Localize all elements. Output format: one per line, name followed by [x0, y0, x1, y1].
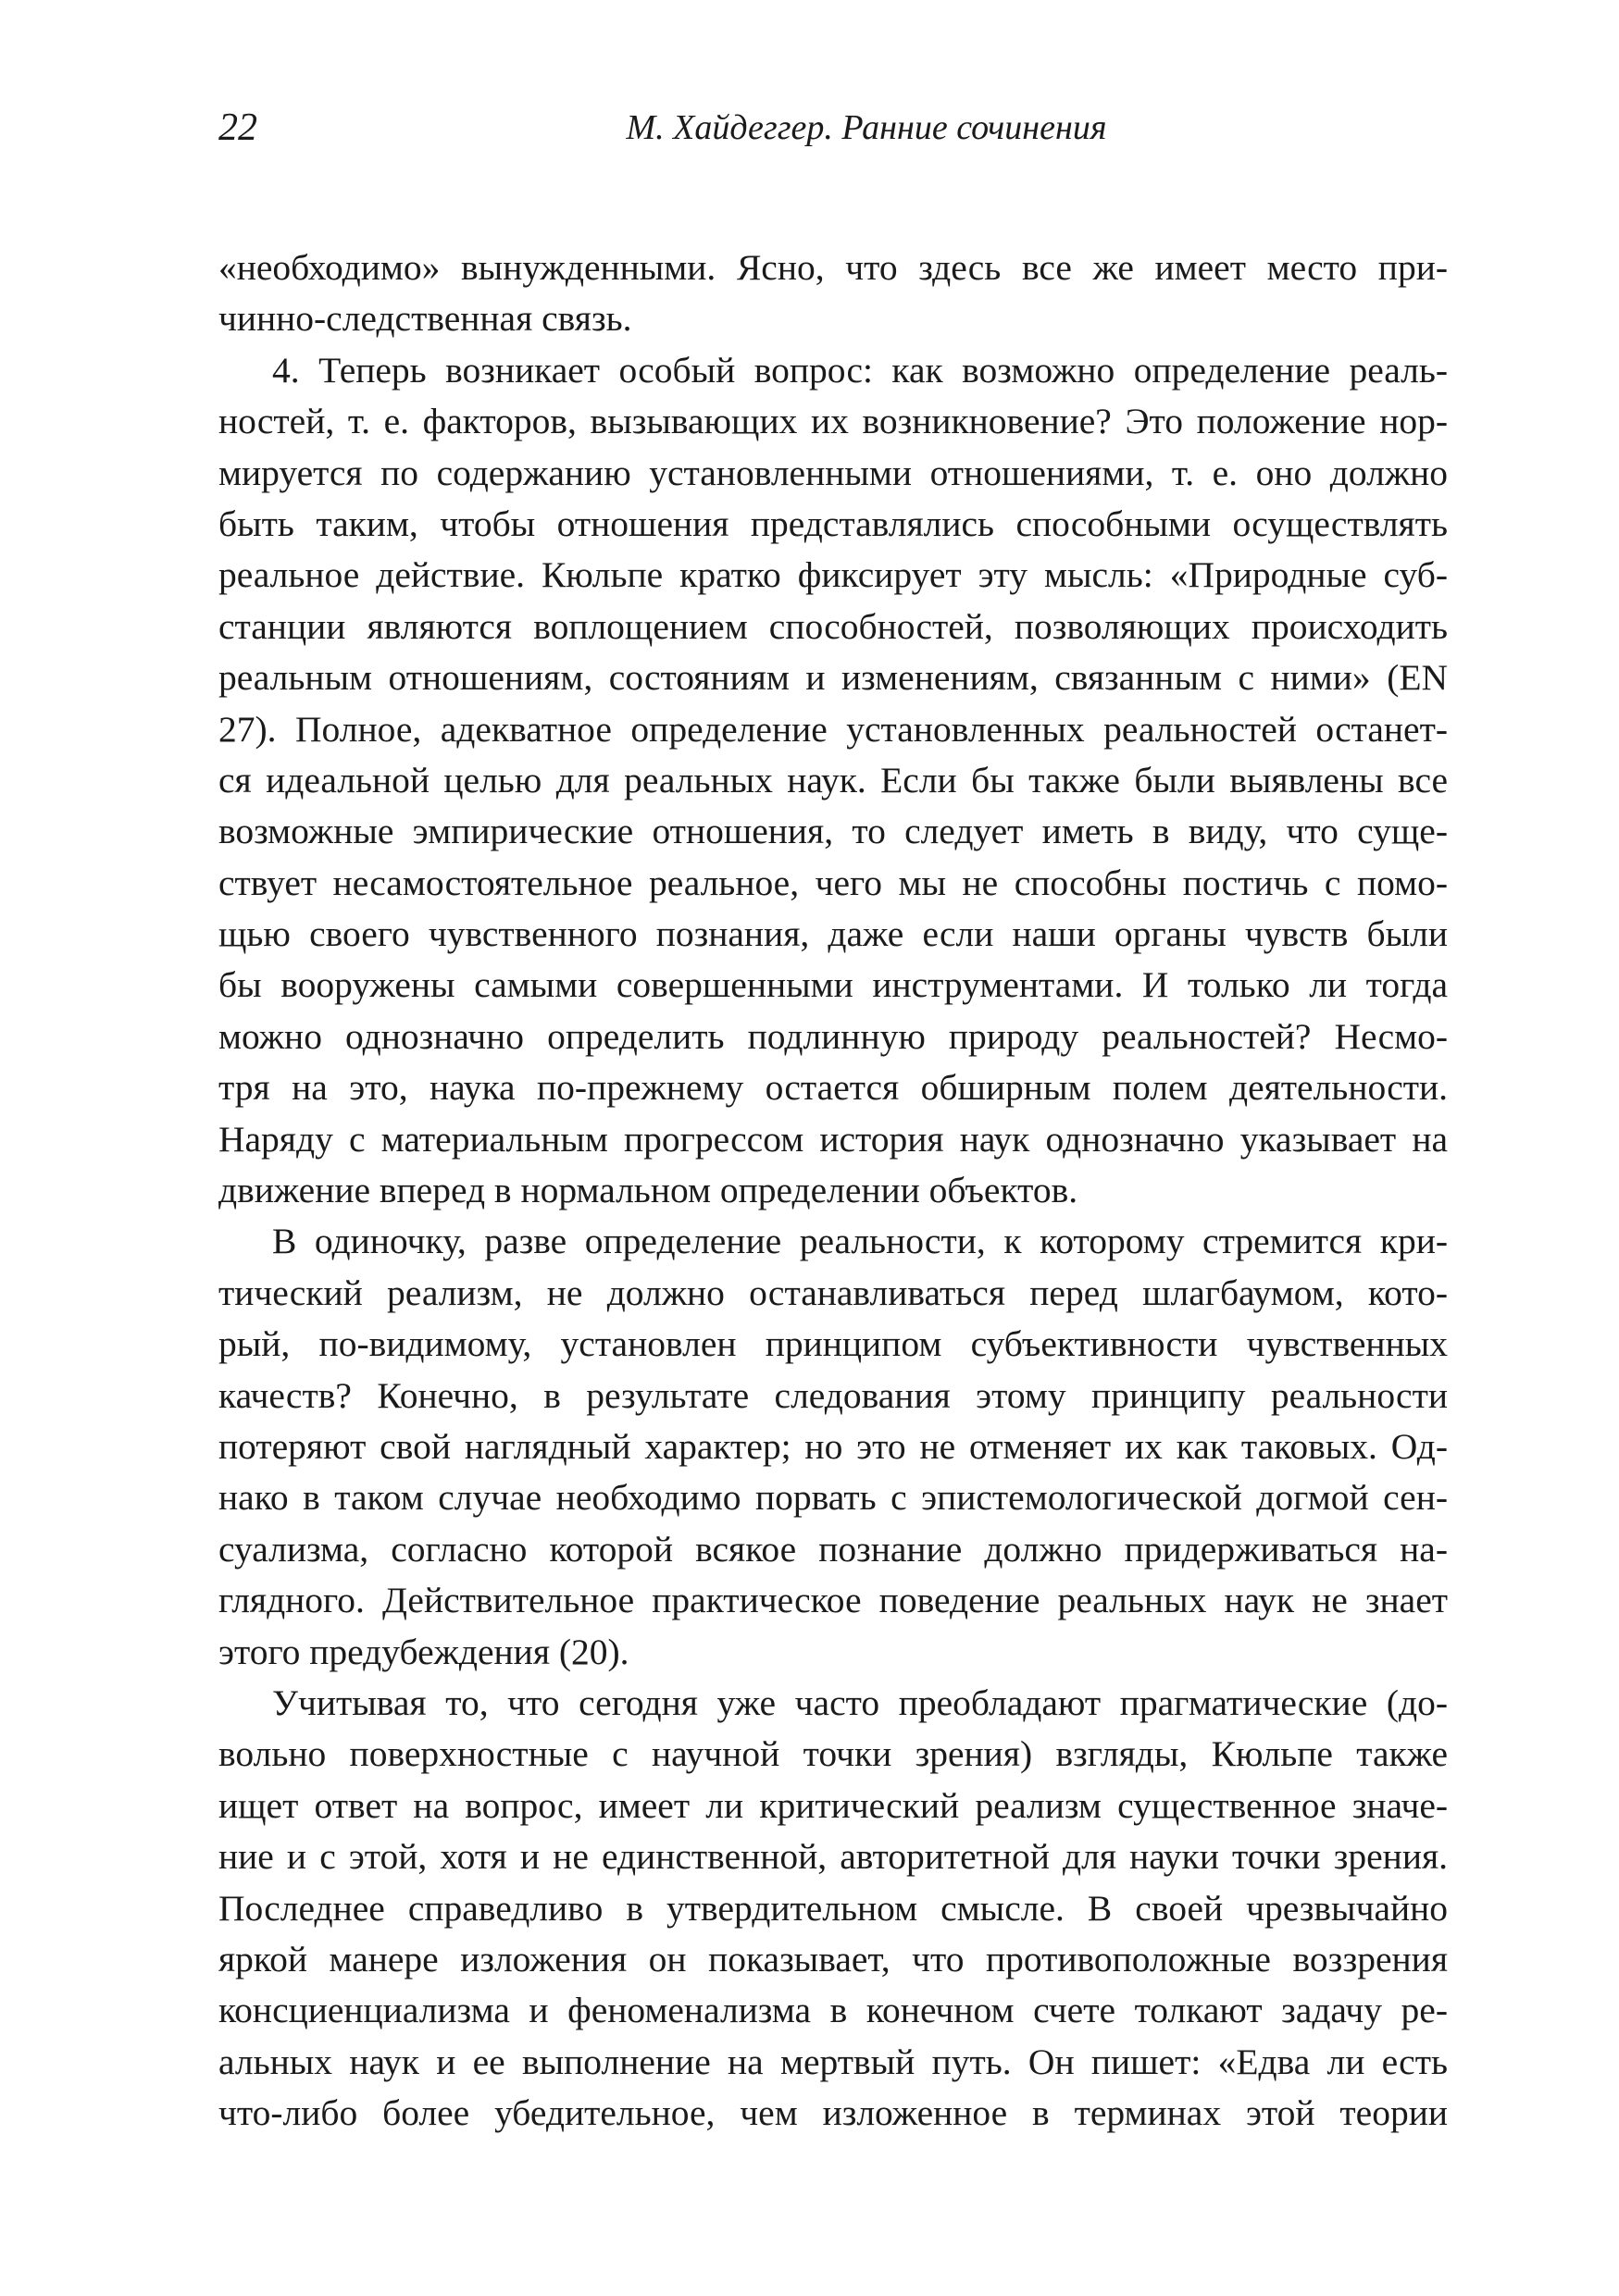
- text-line: яркой манере изложения он показывает, что противоположные воззрения: [218, 1938, 1448, 1980]
- paragraph: [218, 345, 1448, 1217]
- text-line: ние и с этой, хотя и не единственной, авторитетной для науки точки зрения.: [218, 1836, 1448, 1878]
- paragraph: [218, 1216, 1448, 1678]
- text-line: мируется по содержанию установленными отношениями, т. е. оно должно: [218, 452, 1448, 493]
- text-line: альных наук и ее выполнение на мертвый путь. Он пишет: «Едва ли есть: [218, 2041, 1448, 2082]
- paragraph: [218, 1678, 1448, 2140]
- text-line: нако в таком случае необходимо порвать с эпистемологической догмой сен-: [218, 1477, 1448, 1519]
- text-line: качеств? Конечно, в результате следования этому принципу реальности: [218, 1374, 1448, 1416]
- text-line: можно однозначно определить подлинную природу реальностей? Несмо-: [218, 1015, 1448, 1057]
- text-line: бы вооружены самыми совершенными инструментами. И только ли тогда: [218, 964, 1448, 1006]
- text-line: «необходимо» вынужденными. Ясно, что здесь все же имеет место при-: [218, 247, 1448, 288]
- text-line: вольно поверхностные с научной точки зрения) взгляды, Кюльпе также: [218, 1733, 1448, 1775]
- text-line: потеряют свой наглядный характер; но это не отменяет их как таковых. Од-: [218, 1425, 1448, 1467]
- text-line: реальное действие. Кюльпе кратко фиксирует эту мысль: «Природные суб-: [218, 554, 1448, 596]
- text-line: чинно-следственная связь.: [218, 298, 632, 340]
- text-line: рый, по-видимому, установлен принципом субъективности чувственных: [218, 1323, 1448, 1365]
- text-line: суализма, согласно которой всякое познание должно придерживаться на-: [218, 1528, 1448, 1570]
- paragraph: [218, 242, 1448, 345]
- text-line: этого предубеждения (20).: [218, 1631, 629, 1672]
- text-line: тря на это, наука по-прежнему остается обширным полем деятельности.: [218, 1067, 1448, 1109]
- text-line: Последнее справедливо в утвердительном смысле. В своей чрезвычайно: [218, 1887, 1448, 1929]
- text-line: Учитывая то, что сегодня уже часто преобладают прагматические (до-: [272, 1682, 1448, 1723]
- text-line: ствует несамостоятельное реальное, чего мы не способны постичь с помо-: [218, 862, 1448, 903]
- text-line: В одиночку, разве определение реальности, к которому стремится кри-: [272, 1221, 1448, 1262]
- running-title: М. Хайдеггер. Ранние сочинения: [626, 108, 1107, 147]
- text-line: щью своего чувственного познания, даже если наши органы чувств были: [218, 913, 1448, 955]
- running-header: [218, 100, 1448, 155]
- text-line: 4. Теперь возникает особый вопрос: как возможно определение реаль-: [272, 349, 1448, 391]
- text-line: станции являются воплощением способностей, позволяющих происходить: [218, 605, 1448, 647]
- text-line: быть таким, чтобы отношения представлялись способными осуществлять: [218, 503, 1448, 544]
- text-line: глядного. Действительное практическое поведение реальных наук не знает: [218, 1580, 1448, 1621]
- text-line: Наряду с материальным прогрессом история наук однозначно указывает на: [218, 1118, 1448, 1160]
- text-line: движение вперед в нормальном определении объектов.: [218, 1170, 1078, 1211]
- text-line: ищет ответ на вопрос, имеет ли критический реализм существенное значе-: [218, 1784, 1448, 1826]
- text-line: что-либо более убедительное, чем изложенное в терминах этой теории: [218, 2092, 1448, 2134]
- text-line: тический реализм, не должно останавливаться перед шлагбаумом, кото-: [218, 1272, 1448, 1313]
- text-line: ся идеальной целью для реальных наук. Если бы также были выявлены все: [218, 759, 1448, 800]
- text-line: 27). Полное, адекватное определение установленных реальностей останет-: [218, 708, 1448, 750]
- text-line: возможные эмпирические отношения, то следует иметь в виду, что суще-: [218, 811, 1448, 852]
- text-line: реальным отношениям, состояниям и изменениям, связанным с ними» (EN: [218, 657, 1448, 699]
- text-line: консциенциализма и феноменализма в конечном счете толкают задачу ре-: [218, 1990, 1448, 2031]
- text-line: ностей, т. е. факторов, вызывающих их возникновение? Это положение нор-: [218, 401, 1448, 442]
- body-text: [218, 242, 1448, 2139]
- page-number: 22: [218, 106, 257, 149]
